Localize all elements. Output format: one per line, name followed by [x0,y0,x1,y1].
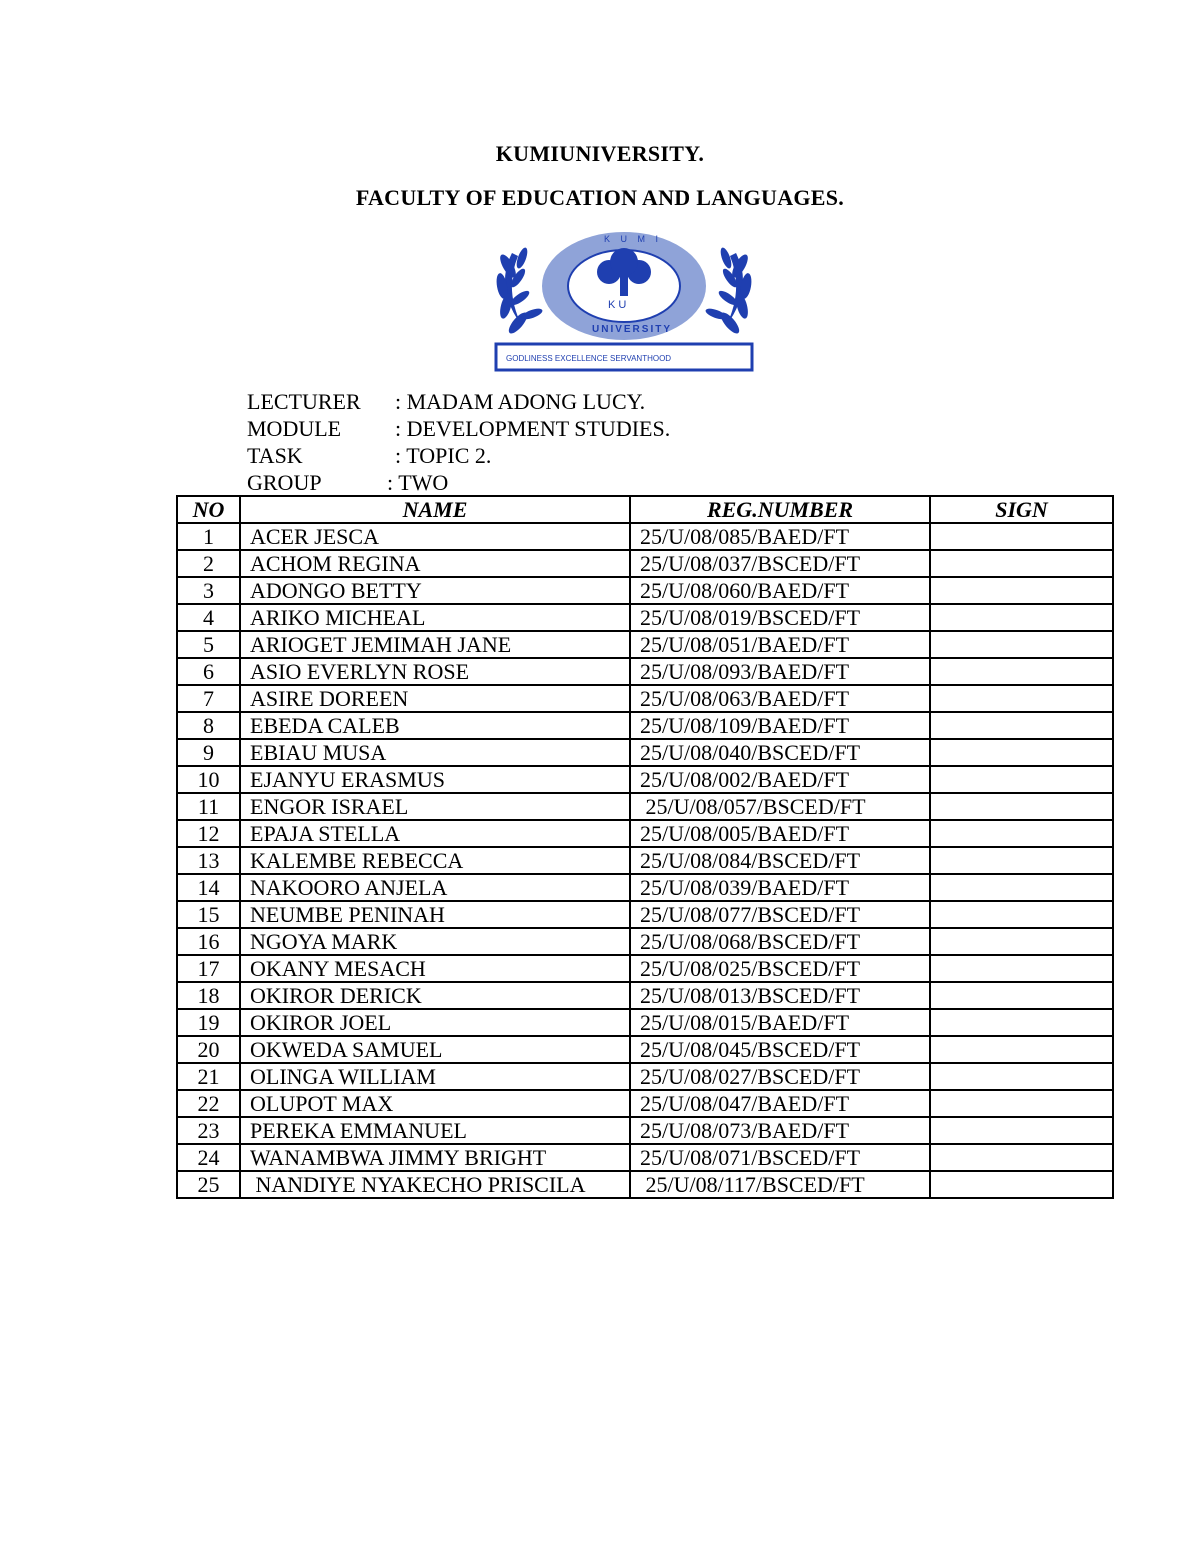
row-sign [930,901,1113,928]
row-name: OKANY MESACH [240,955,630,982]
task-label: TASK [247,443,303,468]
row-name: ASIO EVERLYN ROSE [240,658,630,685]
row-reg-number: 25/U/08/084/BSCED/FT [630,847,930,874]
row-sign [930,658,1113,685]
row-name: ACER JESCA [240,523,630,550]
table-row [177,847,1113,874]
row-no: 12 [177,820,240,847]
row-name: EJANYU ERASMUS [240,766,630,793]
header-no: NO [177,496,240,523]
laurel-right-icon [704,246,753,336]
row-sign [930,577,1113,604]
row-name: OKWEDA SAMUEL [240,1036,630,1063]
row-no: 9 [177,739,240,766]
row-name: KALEMBE REBECCA [240,847,630,874]
table-row [177,604,1113,631]
row-reg-number: 25/U/08/013/BSCED/FT [630,982,930,1009]
task-row [247,442,491,469]
row-no: 11 [177,793,240,820]
table-row [177,712,1113,739]
group-row [247,469,448,496]
row-sign [930,982,1113,1009]
row-no: 5 [177,631,240,658]
row-no: 22 [177,1090,240,1117]
row-name: EPAJA STELLA [240,820,630,847]
row-reg-number: 25/U/08/027/BSCED/FT [630,1063,930,1090]
row-no: 4 [177,604,240,631]
row-reg-number: 25/U/08/077/BSCED/FT [630,901,930,928]
row-sign [930,1063,1113,1090]
logo-bottom-text: UNIVERSITY [592,324,673,335]
lecturer-value: : MADAM ADONG LUCY. [395,389,646,414]
row-name: NANDIYE NYAKECHO PRISCILA [240,1171,630,1198]
row-sign [930,928,1113,955]
row-no: 25 [177,1171,240,1198]
table-row [177,1144,1113,1171]
row-no: 1 [177,523,240,550]
logo-top-text: K U M I [604,234,663,244]
table-row [177,766,1113,793]
row-no: 6 [177,658,240,685]
laurel-left-icon [495,246,544,336]
row-name: OLUPOT MAX [240,1090,630,1117]
task-value: : TOPIC 2. [395,443,492,468]
row-reg-number: 25/U/08/019/BSCED/FT [630,604,930,631]
row-name: ASIRE DOREEN [240,685,630,712]
row-reg-number: 25/U/08/025/BSCED/FT [630,955,930,982]
table-row [177,928,1113,955]
row-name: PEREKA EMMANUEL [240,1117,630,1144]
table-row [177,901,1113,928]
row-sign [930,1090,1113,1117]
row-sign [930,550,1113,577]
row-sign [930,712,1113,739]
row-name: ACHOM REGINA [240,550,630,577]
row-sign [930,1009,1113,1036]
header-reg-number: REG.NUMBER [630,496,930,523]
table-row [177,631,1113,658]
module-row [247,415,670,442]
row-name: NEUMBE PENINAH [240,901,630,928]
university-name: KUMIUNIVERSITY. [495,141,705,166]
row-no: 8 [177,712,240,739]
row-no: 21 [177,1063,240,1090]
row-name: EBEDA CALEB [240,712,630,739]
row-sign [930,766,1113,793]
header-sign: SIGN [930,496,1113,523]
row-reg-number: 25/U/08/117/BSCED/FT [630,1171,930,1198]
row-no: 14 [177,874,240,901]
row-name: NGOYA MARK [240,928,630,955]
table-row [177,955,1113,982]
table-row [177,820,1113,847]
row-no: 23 [177,1117,240,1144]
row-name: OKIROR JOEL [240,1009,630,1036]
table-row [177,577,1113,604]
row-name: ARIOGET JEMIMAH JANE [240,631,630,658]
group-members-table [176,495,1114,1199]
faculty-name: FACULTY OF EDUCATION AND LANGUAGES. [355,185,845,210]
row-reg-number: 25/U/08/047/BAED/FT [630,1090,930,1117]
row-name: OLINGA WILLIAM [240,1063,630,1090]
row-no: 18 [177,982,240,1009]
row-reg-number: 25/U/08/057/BSCED/FT [630,793,930,820]
row-no: 17 [177,955,240,982]
row-name: ADONGO BETTY [240,577,630,604]
row-reg-number: 25/U/08/005/BAED/FT [630,820,930,847]
row-name: NAKOORO ANJELA [240,874,630,901]
table-row [177,1063,1113,1090]
row-sign [930,739,1113,766]
table-row [177,1009,1113,1036]
row-no: 3 [177,577,240,604]
row-no: 13 [177,847,240,874]
university-logo [492,228,756,376]
row-reg-number: 25/U/08/039/BAED/FT [630,874,930,901]
row-reg-number: 25/U/08/109/BAED/FT [630,712,930,739]
lecturer-label: LECTURER [247,389,361,414]
table-row [177,550,1113,577]
row-reg-number: 25/U/08/073/BAED/FT [630,1117,930,1144]
table-row [177,874,1113,901]
table-row [177,658,1113,685]
table-row [177,1117,1113,1144]
row-no: 15 [177,901,240,928]
group-label: GROUP [247,470,322,495]
table-row [177,1036,1113,1063]
row-name: ENGOR ISRAEL [240,793,630,820]
logo-center-letters: K U [608,299,627,311]
row-reg-number: 25/U/08/037/BSCED/FT [630,550,930,577]
row-no: 10 [177,766,240,793]
row-sign [930,820,1113,847]
row-no: 16 [177,928,240,955]
row-reg-number: 25/U/08/040/BSCED/FT [630,739,930,766]
row-name: OKIROR DERICK [240,982,630,1009]
module-label: MODULE [247,416,342,441]
row-reg-number: 25/U/08/060/BAED/FT [630,577,930,604]
row-reg-number: 25/U/08/093/BAED/FT [630,658,930,685]
row-reg-number: 25/U/08/063/BAED/FT [630,685,930,712]
row-name: ARIKO MICHEAL [240,604,630,631]
table-row [177,793,1113,820]
row-sign [930,955,1113,982]
lecturer-row [247,388,645,415]
row-reg-number: 25/U/08/051/BAED/FT [630,631,930,658]
row-name: EBIAU MUSA [240,739,630,766]
row-no: 19 [177,1009,240,1036]
row-no: 7 [177,685,240,712]
group-value: : TWO [387,470,449,495]
header-name: NAME [240,496,630,523]
row-reg-number: 25/U/08/045/BSCED/FT [630,1036,930,1063]
row-reg-number: 25/U/08/015/BAED/FT [630,1009,930,1036]
row-sign [930,1171,1113,1198]
table-row [177,739,1113,766]
row-sign [930,1144,1113,1171]
row-sign [930,1036,1113,1063]
table-body [177,523,1113,1198]
table-row [177,1171,1113,1198]
row-no: 2 [177,550,240,577]
row-sign [930,604,1113,631]
row-no: 20 [177,1036,240,1063]
table-row [177,685,1113,712]
row-reg-number: 25/U/08/002/BAED/FT [630,766,930,793]
row-no: 24 [177,1144,240,1171]
table-header-row [177,496,1113,523]
row-sign [930,685,1113,712]
row-name: WANAMBWA JIMMY BRIGHT [240,1144,630,1171]
row-sign [930,631,1113,658]
row-sign [930,793,1113,820]
row-reg-number: 25/U/08/068/BSCED/FT [630,928,930,955]
table-row [177,523,1113,550]
row-sign [930,1117,1113,1144]
logo-motto: GODLINESS EXCELLENCE SERVANTHOOD [506,354,672,363]
row-sign [930,874,1113,901]
table-row [177,982,1113,1009]
row-reg-number: 25/U/08/071/BSCED/FT [630,1144,930,1171]
row-sign [930,847,1113,874]
module-value: : DEVELOPMENT STUDIES. [395,416,671,441]
row-reg-number: 25/U/08/085/BAED/FT [630,523,930,550]
row-sign [930,523,1113,550]
table-row [177,1090,1113,1117]
